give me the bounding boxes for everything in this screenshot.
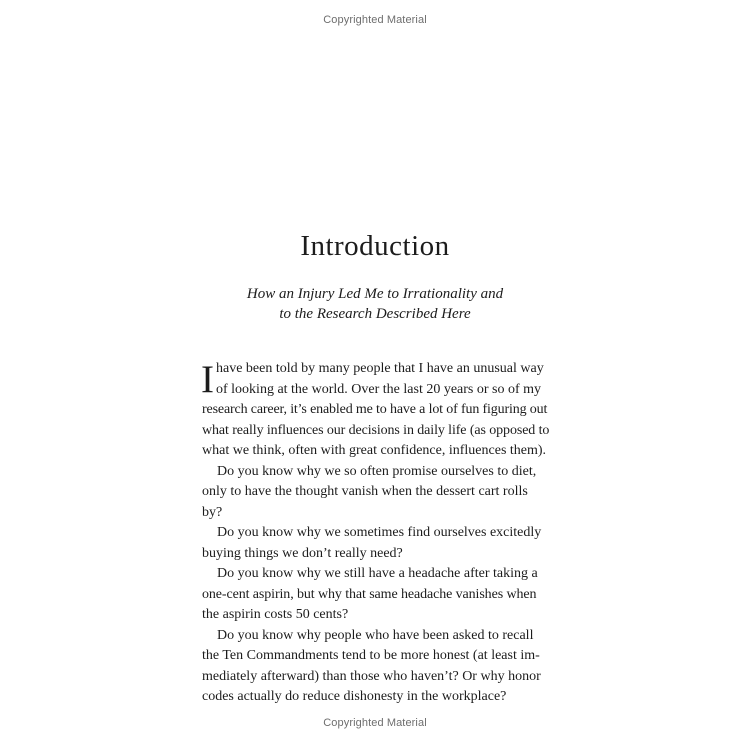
paragraph-line: mediately afterward) than those who haven’t? Or why honor — [202, 668, 541, 684]
paragraph-line: Do you know why we still have a headache after taking a — [217, 566, 538, 581]
line-text: have been told by many people that I have an unusual way — [216, 361, 544, 376]
chapter-subtitle — [150, 284, 600, 324]
paragraph-line: by? — [202, 504, 223, 520]
subtitle-line: to the Research Described Here — [279, 306, 471, 322]
subtitle-line: How an Injury Led Me to Irrationality and — [246, 286, 504, 302]
body-text — [202, 359, 550, 708]
paragraph-line: one-cent aspirin, but why that same headache vanishes when — [202, 586, 537, 602]
paragraph-line: Do you know why we sometimes find ourselves excitedly — [217, 525, 542, 540]
paragraph-line: codes actually do reduce dishonesty in the workplace? — [202, 689, 507, 704]
paragraph-line: the aspirin costs 50 cents? — [202, 607, 349, 622]
paragraph-line: the Ten Commandments tend to be more honest (at least im- — [202, 648, 540, 663]
paragraph-line: Do you know why people who have been asked to recall — [217, 627, 534, 643]
copyright-watermark-top: Copyrighted Material — [323, 14, 427, 26]
chapter-title: Introduction — [300, 230, 450, 262]
paragraph-line: Do you know why we so often promise ourselves to diet, — [217, 463, 537, 479]
drop-cap: I — [201, 358, 214, 401]
paragraph-line: of looking at the world. Over the last 20 years or so of my — [216, 381, 542, 397]
paragraph-line: buying things we don’t really need? — [202, 545, 403, 561]
paragraph-line: research career, it’s enabled me to have a lot of fun figuring out — [202, 402, 548, 417]
copyright-watermark-bottom: Copyrighted Material — [323, 717, 427, 729]
paragraph-line: what we think, often with great confidence, influences them). — [202, 443, 547, 458]
paragraph-line: only to have the thought vanish when the dessert cart rolls — [202, 484, 528, 499]
paragraph-line: what really influences our decisions in daily life (as opposed to — [202, 422, 550, 438]
